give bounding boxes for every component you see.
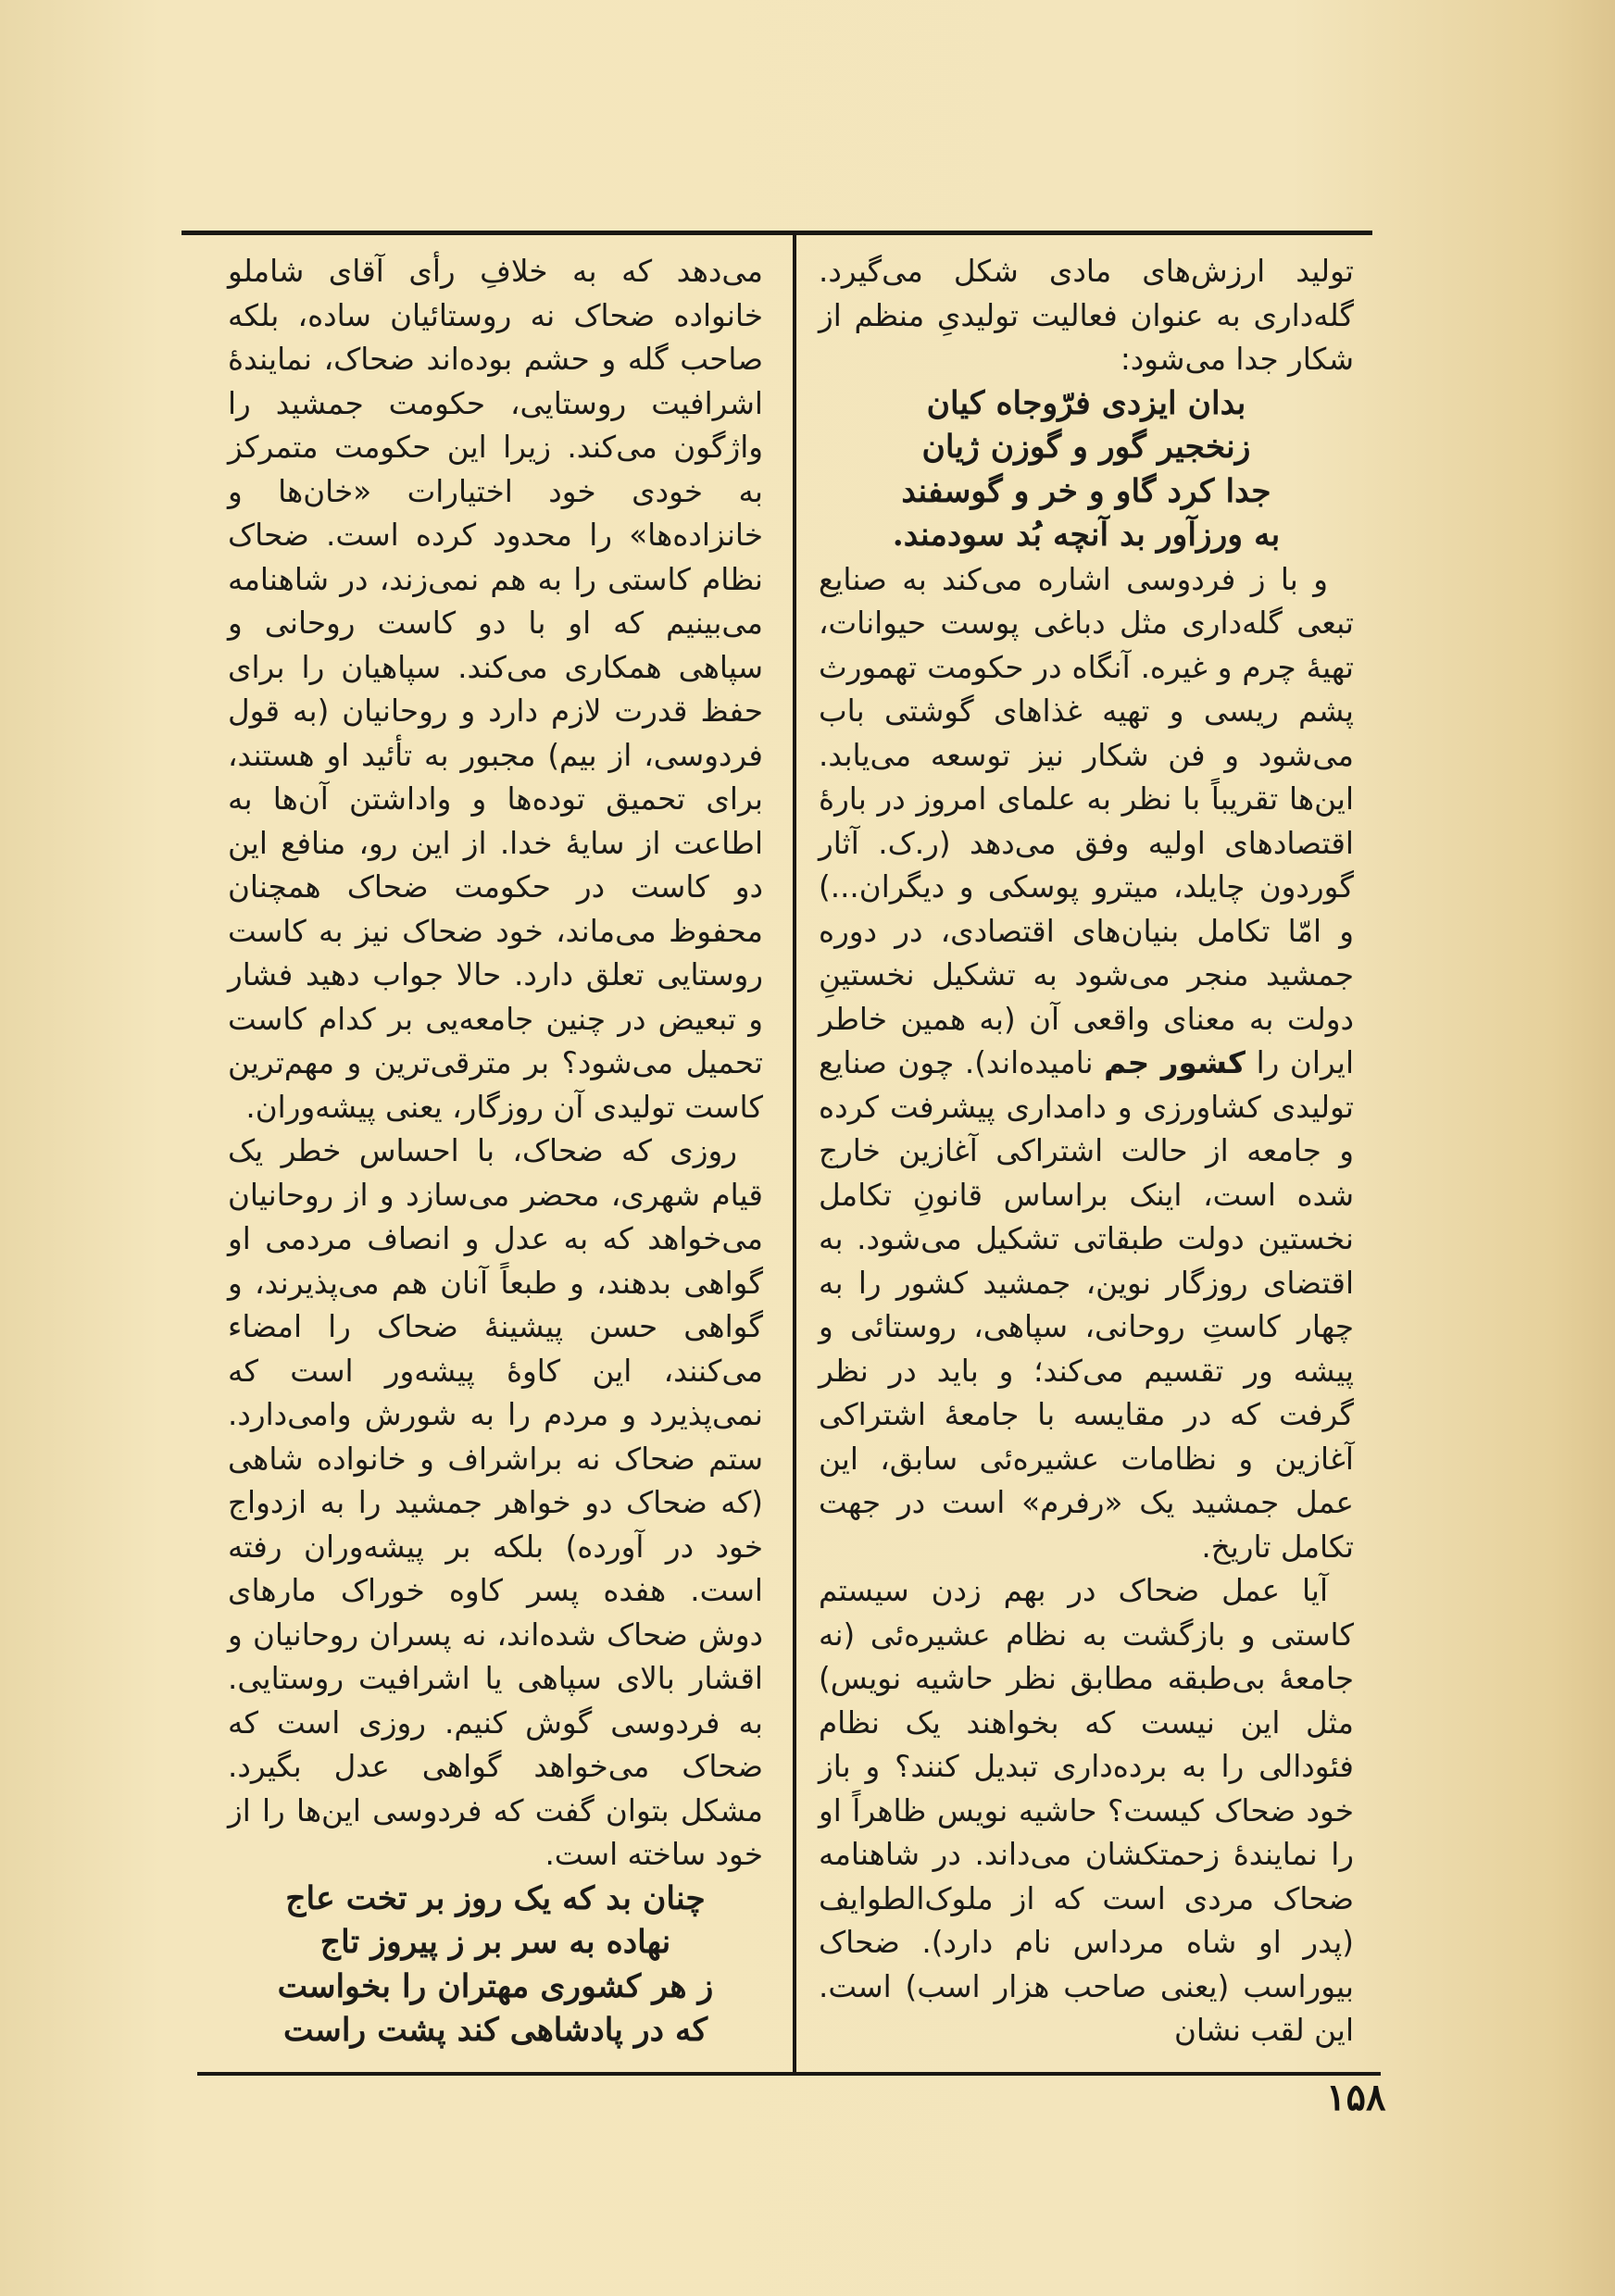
paragraph: [819, 558, 1354, 1570]
paragraph: آیا عمل ضحاک در بهم زدن سیستم کاستی و بازگشت به نظام عشیره‌ئی (نه جامعهٔ بی‌طبقه مطابق نظر حاشیه نویس) مثل این نیست که بخواهند یک نظام فئودالی را به برده‌داری تبدیل کنند؟ و باز خود ضحاک کیست؟ حاشیه نویس ظاهراً او را نمایندهٔ زحمتکشان می‌داند. در شاهنامه ضحاک مردی است که از ملوک‌الطوایف (پدر او شاه مرداس نام دارد). ضحاک بیوراسب (یعنی صاحب هزار اسب) است. این لقب نشان: [819, 1573, 1354, 2048]
verse-line: بدان ایزدی فرّوجاه کیان: [926, 384, 1246, 422]
verse-block: [228, 1878, 763, 2053]
verse-block: [819, 382, 1354, 558]
verse-line: جدا کرد گاو و خر و گوسفند: [901, 472, 1271, 510]
verse-line: که در پادشاهی کند پشت راست: [282, 2012, 708, 2049]
bottom-rule: [197, 2072, 1381, 2076]
paragraph: می‌دهد که به خلافِ رأی آقای شاملو خانواده ضحاک نه روستائیان ساده، بلکه صاحب گله و حشم بوده‌اند ضحاک، نمایندهٔ اشرافیت روستایی، حکومت جمشید را واژگون می‌کند. زیرا این حکومت متمرکز به خودی خود اختیارات «خان‌ها و خانزاده‌ها» را محدود کرده است. ضحاک نظام کاستی را به هم نمی‌زند، در شاهنامه می‌بینیم که او با دو کاست روحانی و سپاهی همکاری می‌کند. سپاهیان را برای حفظ قدرت لازم دارد و روحانیان (به قول فردوسی، از بیم) مجبور به تأئید او هستند، برای تحمیق توده‌ها و واداشتن آن‌ها به اطاعت از سایهٔ خدا. از این رو، منافع این دو کاست در حکومت ضحاک همچنان محفوظ می‌ماند، خود ضحاک نیز به کاست روستایی تعلق دارد. حالا جواب دهید فشار و تبعیض در چنین جامعه‌یی بر کدام کاست تحمیل می‌شود؟ بر مترقی‌ترین و مهم‌ترین کاست تولیدی آن روزگار، یعنی پیشه‌وران.: [228, 254, 763, 1125]
column-divider: [793, 233, 796, 2074]
paragraph: روزی که ضحاک، با احساس خطر یک قیام شهری، محضر می‌سازد و از روحانیان می‌خواهد که به عدل و انصاف مردمی او گواهی بدهند، و طبعاً آنان هم می‌پذیرند، و گواهی حسن پیشینهٔ ضحاک را امضاء می‌کنند، این کاوهٔ پیشه‌ور است که نمی‌پذیرد و مردم را به شورش وامی‌دارد. ستم ضحاک نه براشراف و خانواده شاهی (که ضحاک دو خواهر جمشید را به ازدواج خود در آورده) بلکه بر پیشه‌وران رفته است. هفده پسر کاوه خوراک مارهای دوش ضحاک شده‌اند، نه پسران روحانیان و اقشار بالای سپاهی یا اشرافیت روستایی. به فردوسی گوش کنیم. روزی است که ضحاک می‌خواهد گواهی عدل بگیرد. مشکل بتوان گفت که فردوسی این‌ها را از خود ساخته است.: [228, 1133, 763, 1872]
paragraph-text: و با ز فردوسی اشاره می‌کند به صنایع تبعی گله‌داری مثل دباغی پوست حیوانات، تهیهٔ چرم و غیره. آنگاه در حکومت تهمورث پشم ریسی و تهیه غذاهای گوشتی باب می‌شود و فن شکار نیز توسعه می‌یابد. این‌ها تقریباً با نظر به علمای امروز در بارهٔ اقتصادهای اولیه وفق می‌دهد (ر.ک. آثار گوردون چایلد، میترو پوسکی و دیگران...) و امّا تکامل بنیان‌های اقتصادی، در دوره جمشید منجر می‌شود به تشکیل نخستینِ دولت به معنای واقعی آن (به همین خاطر ایران را: [819, 561, 1354, 1080]
verse-line: به ورزآور بد آنچه بُد سودمند.: [892, 517, 1281, 554]
paragraph: تولید ارزش‌های مادی شکل می‌گیرد. گله‌داری به عنوان فعالیت تولیدیِ منظم از شکار جدا می‌شود:: [819, 254, 1354, 377]
page-number: ۱۵۸: [1326, 2076, 1386, 2119]
paragraph-text: نامیده‌اند). چون صنایع تولیدی کشاورزی و دامداری پیشرفت کرده و جامعه از حالت اشتراکی آغازین خارج شده است، اینک براساس قانونِ تکامل نخستین دولت طبقاتی تشکیل می‌شود. به اقتضای روزگار نوین، جمشید کشور را به چهار کاستِ روحانی، سپاهی، روستائی و پیشه ور تقسیم می‌کند؛ و باید در نظر گرفت که در مقایسه با جامعهٔ اشتراکی آغازین و نظامات عشیره‌ئی سابق، این عمل جمشید یک «رفرم» است در جهت تکامل تاریخ.: [819, 1045, 1354, 1565]
verse-line: چنان بد که یک روز بر تخت عاج: [285, 1879, 706, 1917]
top-rule: [182, 231, 1372, 235]
verse-line: زنخجیر گور و گوزن ژیان: [921, 429, 1251, 466]
left-column: [228, 250, 763, 2053]
verse-line: نهاده به سر بر ز پیروز تاج: [319, 1924, 671, 1961]
verse-line: ز هر کشوری مهتران را بخواست: [277, 1967, 714, 2005]
emphasis-term: کشور جم: [1104, 1045, 1246, 1080]
right-column: [819, 250, 1354, 2053]
